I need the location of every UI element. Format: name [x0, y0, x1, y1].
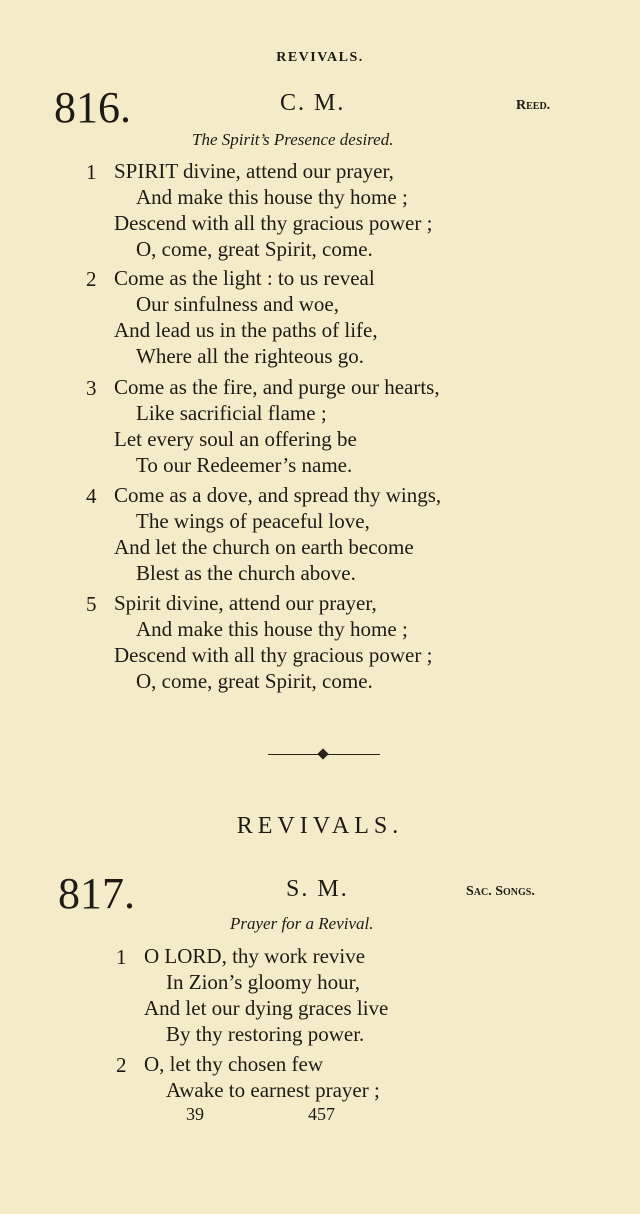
verse-line: Like sacrificial flame ; [136, 401, 327, 425]
verse-line: And let the church on earth become [114, 535, 414, 559]
verse-line: Where all the righteous go. [136, 344, 365, 368]
verse-line: And lead us in the paths of life, [114, 318, 378, 342]
verse-line: By thy restoring power. [166, 1022, 365, 1046]
verse-number: 3 [86, 376, 97, 400]
verse-line: Spirit divine, attend our prayer, [114, 591, 377, 615]
verse-line: And make this house thy home ; [136, 617, 408, 641]
verse-number: 5 [86, 592, 97, 616]
verse-line: O, let thy chosen few [144, 1052, 324, 1076]
verse-line: Come as the fire, and purge our hearts, [114, 375, 440, 399]
verse-line: The wings of peaceful love, [136, 509, 370, 533]
verse-line: Descend with all thy gracious power ; [114, 211, 433, 235]
verse-number: 2 [86, 267, 97, 291]
hymn-number: 816. [54, 83, 131, 132]
verse-line: O LORD, thy work revive [144, 944, 366, 968]
signature-mark: 39 [186, 1104, 204, 1124]
tune-name: Sac. Songs. [466, 884, 535, 899]
verse-number: 2 [116, 1053, 127, 1077]
verse-line: Come as the light : to us reveal [114, 266, 375, 290]
hymn-subtitle: Prayer for a Revival. [230, 914, 374, 933]
verse-number: 1 [86, 160, 97, 184]
section-title: REVIVALS. [236, 813, 404, 839]
verse-line: Our sinfulness and woe, [136, 292, 339, 316]
verse-line: O, come, great Spirit, come. [136, 237, 373, 261]
hymn-subtitle: The Spirit’s Presence desired. [192, 130, 394, 149]
running-head: REVIVALS. [276, 50, 364, 65]
verse-line: In Zion’s gloomy hour, [166, 970, 360, 994]
ornament-diamond-icon [317, 748, 328, 759]
verse-line: To our Redeemer’s name. [136, 453, 353, 477]
verse-line: And make this house thy home ; [136, 185, 408, 209]
page-number: 457 [308, 1104, 335, 1124]
verse-line: SPIRIT divine, attend our prayer, [114, 159, 394, 183]
hymn-meter: S. M. [286, 876, 349, 902]
verse-number: 4 [86, 484, 97, 508]
tune-name: Reed. [516, 98, 551, 113]
verse-line: Let every soul an offering be [114, 427, 357, 451]
hymn-meter: C. M. [280, 90, 346, 116]
verse-line: O, come, great Spirit, come. [136, 669, 373, 693]
verse-line: Come as a dove, and spread thy wings, [114, 483, 442, 507]
hymn-number: 817. [58, 869, 135, 918]
verse-line: Descend with all thy gracious power ; [114, 643, 433, 667]
verse-line: Blest as the church above. [136, 561, 356, 585]
verse-line: Awake to earnest prayer ; [166, 1078, 380, 1102]
verse-line: And let our dying graces live [144, 996, 389, 1020]
verse-number: 1 [116, 945, 127, 969]
